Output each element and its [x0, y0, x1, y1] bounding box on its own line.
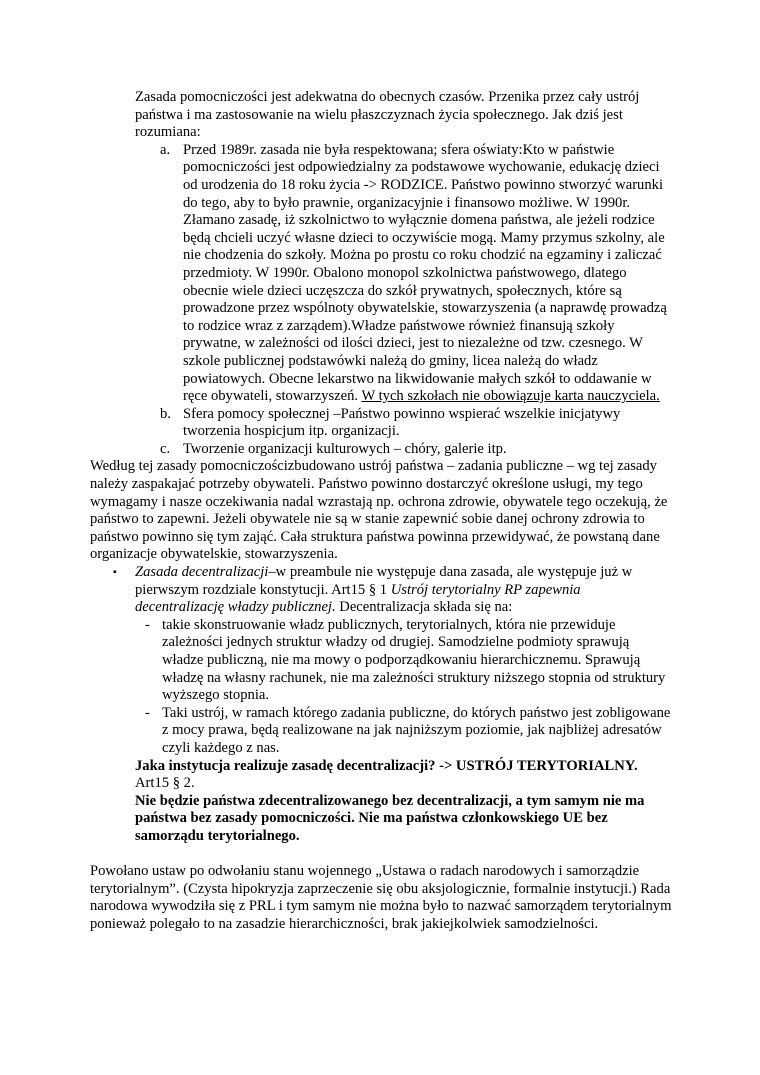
text-segment: Według tej zasady pomocniczościzbudowano ustrój państwa – zadania publiczne – wg tej zasady należy zaspakajać potrzeby obywateli. Państwo powinno dostarczyć określone usługi, my tego wymagamy i nasze oczekiwania nadal wzrastają np. ochrona zdrowie, obywatele tego oczekują, że państwo to zapewni. Jeżeli obywatele nie są w stanie zapewnić sobie danej ochrony zdrowia to państwo powinno się tym zająć. Cała struktura państwa powinna przewidywać, że powstaną dane organizacje obywatelskie, stowarzyszenia.: [90, 458, 668, 563]
list-marker-a: a.: [160, 141, 171, 158]
text-segment: Przed 1989r. zasada nie była respektowana; sfera oświaty:Kto w państwie pomocniczości jest odpowiedzialny za podstawowe wychowanie, edukację dzieci od urodzenia do 18 roku życia -> RODZICE. Państwo powinno stworzyć warunki do tego, aby to było prawnie, organizacyjnie i finansowo możliwe. W 1990r. Złamano zasadę, iż szkolnictwo to wyłącznie domena państwa, ale jeżeli rodzice będą chcieli uczyć własne dzieci to oczywiście mogą. Mamy przymus szkolny, ale nie chodzenia do szkoły. Można po prostu co roku chodzić na egzaminy i zaliczać przedmioty. W 1990r. Obalono monopol szkolnictwa państwowego, dlatego obecnie wiele dzieci uczęszcza do szkół prywatnych, społecznych, które są prowadzone przez wspólnoty obywatelskie, stowarzyszenia (a naprawdę prowadzą to rodzice wraz z zarządem).Władze państwowe również finansują szkoły prywatne, w zależności od ilości dzieci, jest to niezależne od tzw. czesnego. W szkole publicznej podstawówki należą do gminy, licea należą do władz powiatowych. Obecne lekarstwo na likwidowanie małych szkół to oddawanie w ręce obywateli, stowarzyszeń.: [183, 141, 667, 405]
text-segment: Decentralizacja składa się na:: [335, 599, 513, 616]
dash-item-1-text: [162, 617, 665, 703]
text-segment: Jaka instytucja realizuje zasadę decentralizacji? -> USTRÓJ TERYTORIALNY.: [135, 757, 638, 774]
dash-item-2-text: [162, 705, 670, 756]
list-marker-b: b.: [160, 405, 171, 422]
list-item-a: [90, 142, 672, 406]
list-item-c-text: [183, 441, 507, 457]
text-segment: W tych szkołach nie obowiązuje karta nauczyciela.: [361, 388, 660, 405]
text-segment: Zasada decentralizacji: [135, 564, 269, 581]
dash-item-2: [90, 705, 672, 758]
list-item-b-text: [183, 406, 620, 440]
list-item-a-text: [183, 142, 667, 404]
list-marker-c: c.: [160, 440, 171, 457]
text-segment: Zasada pomocniczości jest adekwatna do obecnych czasów. Przenika przez cały ustrój państwa i ma zastosowanie na wielu płaszczyznach życia społecznego. Jak dziś jest rozumiana:: [135, 89, 640, 141]
text-segment: takie skonstruowanie władz publicznych, terytorialnych, która nie przewiduje zależności jednych struktur władzy od drugiej. Samodzielne podmioty sprawują władze publiczną, nie ma mowy o podporządkowaniu hierarchicznemu. Sprawują władzę na własny rachunek, nie ma zależności struktury niższego stopnia od struktury wyższego stopnia.: [162, 616, 666, 704]
dash-marker-2: -: [145, 704, 150, 721]
dash-marker-1: -: [145, 616, 150, 633]
question-paragraph: [90, 758, 672, 793]
bullet-item-decentralization-text: [135, 564, 632, 615]
bullet-item-decentralization: [90, 564, 672, 617]
text-segment: Ustrój terytorialny RP zapewnia decentralizację władzy publicznej.: [135, 581, 581, 616]
list-item-c: [90, 441, 672, 459]
final-paragraph: [90, 863, 672, 933]
text-segment: Art15 § 2.: [135, 775, 195, 792]
dash-item-1: [90, 617, 672, 705]
list-item-b: [90, 406, 672, 441]
text-segment: Taki ustrój, w ramach którego zadania publiczne, do których państwo jest zobligowane z mocy prawa, będą realizowane na jak najniższym poziomie, jak najbliżej adresatów czyli każdego z nas.: [162, 704, 671, 756]
square-bullet-icon: ▪: [113, 567, 117, 579]
text-segment: Nie będzie państwa zdecentralizowanego bez decentralizacji, a tym samym nie ma państwa bez zasady pomocniczości. Nie ma państwa członkowskiego UE bez samorządu terytorialnego.: [135, 792, 645, 844]
intro-paragraph: [90, 89, 672, 142]
text-segment: Tworzenie organizacji kulturowych – chóry, galerie itp.: [183, 440, 507, 457]
subsidiarity-paragraph: [90, 458, 672, 564]
document-content: [90, 89, 672, 934]
text-segment: –w preambule nie występuje dana zasada, ale występuje już w pierwszym rozdziale konstytucji. Art15 § 1: [135, 564, 633, 598]
text-segment: Powołano ustaw po odwołaniu stanu wojennego „Ustawa o radach narodowych i samorządzie terytorialnym”. (Czysta hipokryzja zaprzeczenie się obu aksjologicznie, formalnie instytucji.) Rada narodowa wywodziła się z PRL i tym samym nie można było to nazwać samorządem terytorialnym ponieważ polegało to na zasadzie hierarchiczności, brak jakiejkolwiek samodzielności.: [90, 863, 672, 932]
statement-paragraph: [90, 793, 672, 846]
text-segment: Sfera pomocy społecznej –Państwo powinno wspierać wszelkie inicjatywy tworzenia hospicjum itp. organizacji.: [183, 405, 621, 440]
